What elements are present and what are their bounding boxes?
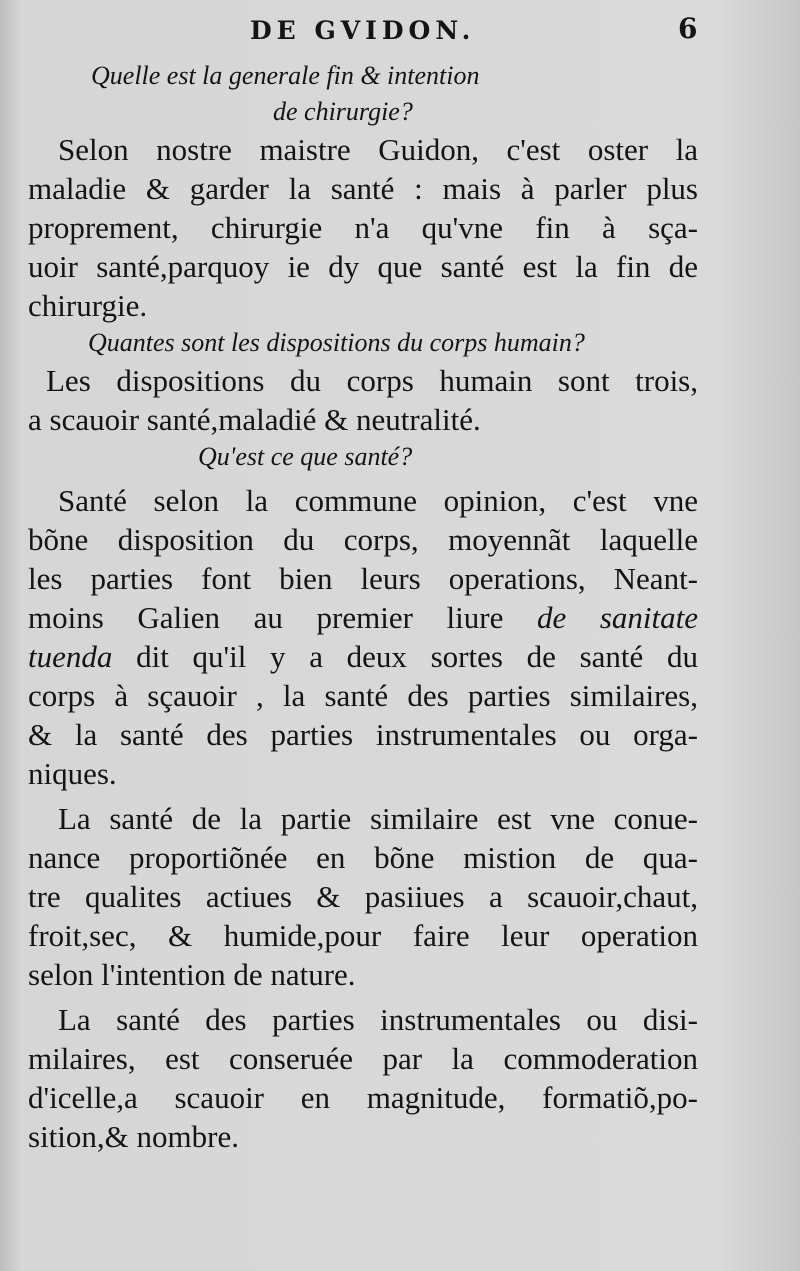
- text-line: bõne disposition du corps, moyennãt laquelle: [28, 522, 698, 557]
- text-line: Les dispositions du corps humain sont trois,: [46, 363, 698, 398]
- text-line: sition,& nombre.: [28, 1119, 239, 1154]
- text-run: moins Galien au premier liure: [28, 600, 504, 635]
- text-line: milaires, est conseruée par la commoderation: [28, 1041, 698, 1076]
- text-line: les parties font bien leurs operations, Neant-: [28, 561, 698, 596]
- text-line: maladie & garder la santé : mais à parler plus: [28, 171, 698, 206]
- text-line: Santé selon la commune opinion, c'est vne: [58, 483, 698, 518]
- question-heading: Quelle est la generale fin & intention: [91, 61, 480, 90]
- text-line: nance proportiõnée en bõne mistion de qua-: [28, 840, 698, 875]
- text-line: La santé des parties instrumentales ou disi-: [58, 1002, 698, 1037]
- text-line: selon l'intention de nature.: [28, 957, 356, 992]
- page-number: 6: [678, 12, 698, 45]
- text-line: d'icelle,a scauoir en magnitude, formatiõ,po-: [28, 1080, 698, 1115]
- question-heading: Quantes sont les dispositions du corps humain?: [88, 328, 585, 357]
- text-line: niques.: [28, 756, 117, 791]
- text-line: a scauoir santé,maladié & neutralité.: [28, 402, 481, 437]
- text-line: [28, 598, 698, 637]
- question-heading-cont: de chirurgie?: [273, 97, 413, 126]
- page-text: [28, 58, 698, 1156]
- question-heading: Qu'est ce que santé?: [198, 442, 413, 471]
- text-line: corps à sçauoir , la santé des parties similaires,: [28, 678, 698, 713]
- page-header: [0, 8, 800, 52]
- latin-title: tuenda: [28, 639, 113, 674]
- text-line: uoir santé,parquoy ie dy que santé est la fin de: [28, 249, 698, 284]
- text-line: La santé de la partie similaire est vne conue-: [58, 801, 698, 836]
- text-line: tre qualites actiues & pasiiues a scauoir,chaut,: [28, 879, 698, 914]
- text-run: dit qu'il y a deux sortes de santé du: [136, 639, 698, 674]
- text-line: & la santé des parties instrumentales ou orga-: [28, 717, 698, 752]
- text-line: Selon nostre maistre Guidon, c'est oster la: [58, 132, 698, 167]
- text-line: [28, 637, 698, 676]
- text-line: froit,sec, & humide,pour faire leur operation: [28, 918, 698, 953]
- text-line: chirurgie.: [28, 288, 148, 323]
- latin-title: de sanitate: [536, 600, 699, 635]
- text-line: proprement, chirurgie n'a qu'vne fin à sça-: [28, 210, 698, 245]
- running-head: DE GVIDON.: [250, 16, 476, 45]
